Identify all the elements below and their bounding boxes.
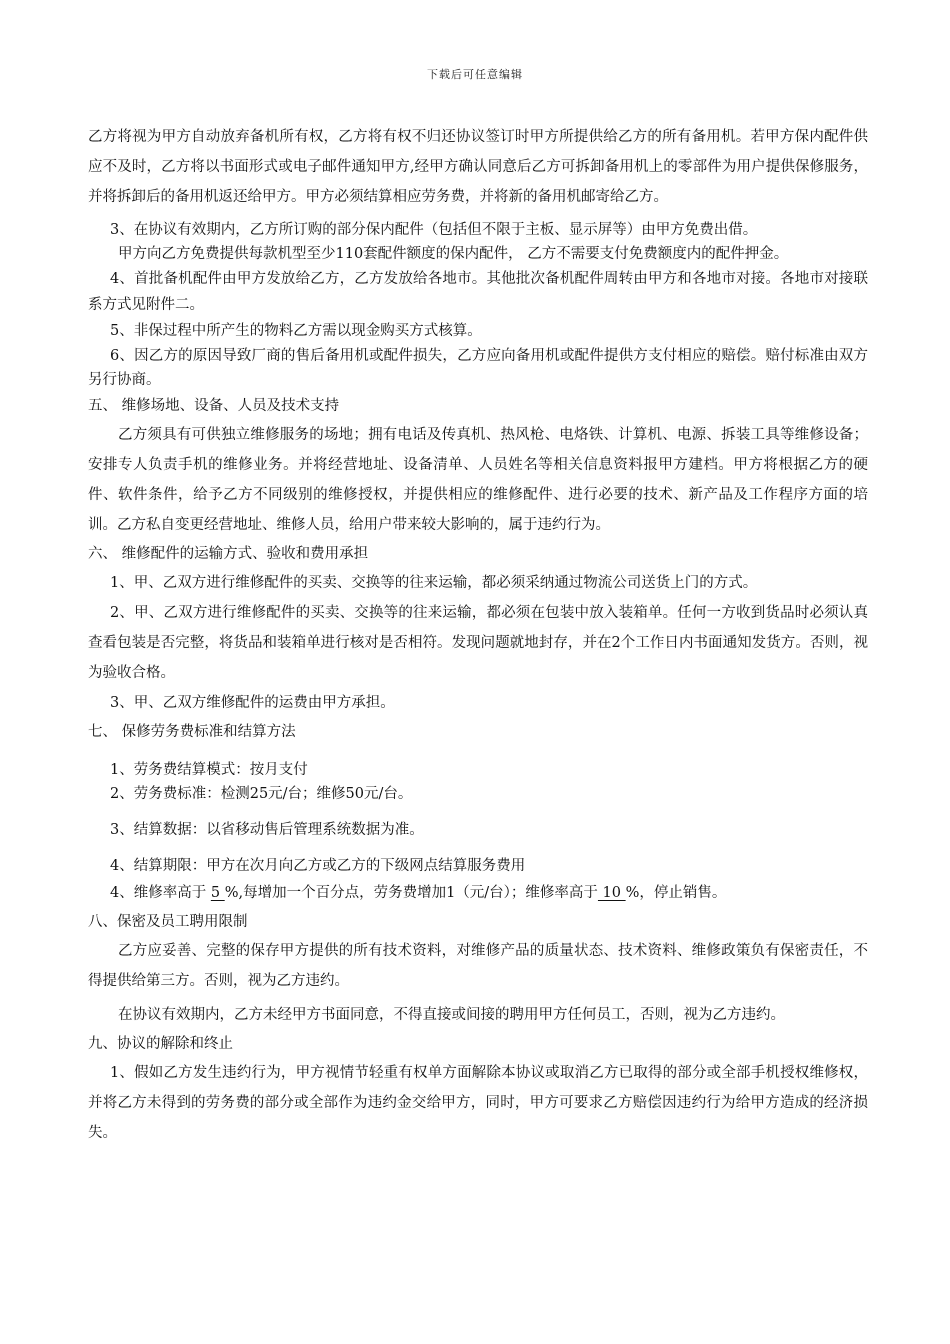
paragraph-clause-3-detail: 甲方向乙方免费提供每款机型至少110套配件额度的保内配件， 乙方不需要支付免费额度内的配件押金。: [118, 246, 789, 262]
paragraph-intro: 乙方将视为甲方自动放弃备机所有权，乙方将有权不归还协议签订时甲方所提供给乙方的所有备用机。若甲方保内配件供应不及时，乙方将以书面形式或电子邮件通知甲方,经甲方确认同意后乙方可拆卸备用机上的零部件为用户提供保修服务，并将拆卸后的备用机返还给甲方。甲方必须结算相应劳务费，并将新的备用机邮寄给乙方。: [88, 129, 868, 205]
section-7-item-5: [88, 878, 868, 908]
paragraph-clause-4: 4、首批备机配件由甲方发放给乙方，乙方发放给各地市。其他批次备机配件周转由甲方和各地市对接。各地市对接联系方式见附件二。: [88, 271, 868, 313]
section-9-item-1: 1、假如乙方发生违约行为，甲方视情节轻重有权单方面解除本协议或取消乙方已取得的部分或全部手机授权维修权，并将乙方未得到的劳务费的部分或全部作为违约金交给甲方，同时，甲方可要求乙方赔偿因违约行为给甲方造成的经济损失。: [88, 1065, 868, 1141]
paragraph-clause-5: 5、非保过程中所产生的物料乙方需以现金购买方式核算。: [110, 323, 482, 339]
repair-rate-text-middle: %,每增加一个百分点，劳务费增加1（元/台）；维修率高于: [224, 885, 598, 901]
section-8-title: 八、保密及员工聘用限制: [88, 914, 248, 930]
section-6-title: 六、 维修配件的运输方式、验收和费用承担: [88, 546, 369, 562]
section-7-item-4: 4、结算期限：甲方在次月向乙方或乙方的下级网点结算服务费用: [110, 858, 526, 874]
section-8-paragraph-1: 乙方应妥善、完整的保存甲方提供的所有技术资料，对维修产品的质量状态、技术资料、维修政策负有保密责任，不得提供给第三方。否则，视为乙方违约。: [88, 943, 868, 989]
paragraph-clause-3: 3、在协议有效期内，乙方所订购的部分保内配件（包括但不限于主板、显示屏等）由甲方免费出借。: [110, 222, 758, 238]
paragraph-clause-6: 6、因乙方的原因导致厂商的售后备用机或配件损失，乙方应向备用机或配件提供方支付相应的赔偿。赔付标准由双方另行协商。: [88, 348, 868, 388]
section-7-item-3: 3、结算数据：以省移动售后管理系统数据为准。: [110, 822, 424, 838]
section-6-item-1: 1、甲、乙双方进行维修配件的买卖、交换等的往来运输，都必须采纳通过物流公司送货上门的方式。: [110, 575, 758, 591]
section-5-title: 五、 维修场地、设备、人员及技术支持: [88, 398, 340, 414]
section-7-item-1: 1、劳务费结算模式：按月支付: [110, 762, 308, 778]
document-body: [88, 122, 868, 1148]
repair-rate-text-before: 4、维修率高于: [110, 885, 211, 901]
section-6-item-2: 2、甲、乙双方进行维修配件的买卖、交换等的往来运输，都必须在包装中放入装箱单。任何一方收到货品时必须认真查看包装是否完整，将货品和装箱单进行核对是否相符。发现问题就地封存，并在2个工作日内书面通知发货方。否则，视为验收合格。: [88, 605, 868, 681]
section-7-title: 七、 保修劳务费标准和结算方法: [88, 724, 296, 740]
repair-rate-threshold-2: 10: [597, 885, 626, 901]
section-6-item-3: 3、甲、乙双方维修配件的运费由甲方承担。: [110, 695, 395, 711]
page-header: 下载后可任意编辑: [427, 68, 523, 81]
section-5-paragraph: 乙方须具有可供独立维修服务的场地；拥有电话及传真机、热风枪、电烙铁、计算机、电源、拆装工具等维修设备；安排专人负责手机的维修业务。并将经营地址、设备清单、人员姓名等相关信息资料报甲方建档。甲方将根据乙方的硬件、软件条件，给予乙方不同级别的维修授权，并提供相应的维修配件、进行必要的技术、新产品及工作程序方面的培训。乙方私自变更经营地址、维修人员，给用户带来较大影响的，属于违约行为。: [88, 427, 868, 533]
section-8-paragraph-2: 在协议有效期内，乙方未经甲方书面同意，不得直接或间接的聘用甲方任何员工，否则，视为乙方违约。: [118, 1007, 785, 1023]
repair-rate-threshold-1: 5: [210, 885, 225, 901]
section-7-item-2: 2、劳务费标准：检测25元/台；维修50元/台。: [110, 786, 413, 802]
repair-rate-text-after: %，停止销售。: [625, 885, 727, 901]
section-9-title: 九、协议的解除和终止: [88, 1036, 233, 1052]
